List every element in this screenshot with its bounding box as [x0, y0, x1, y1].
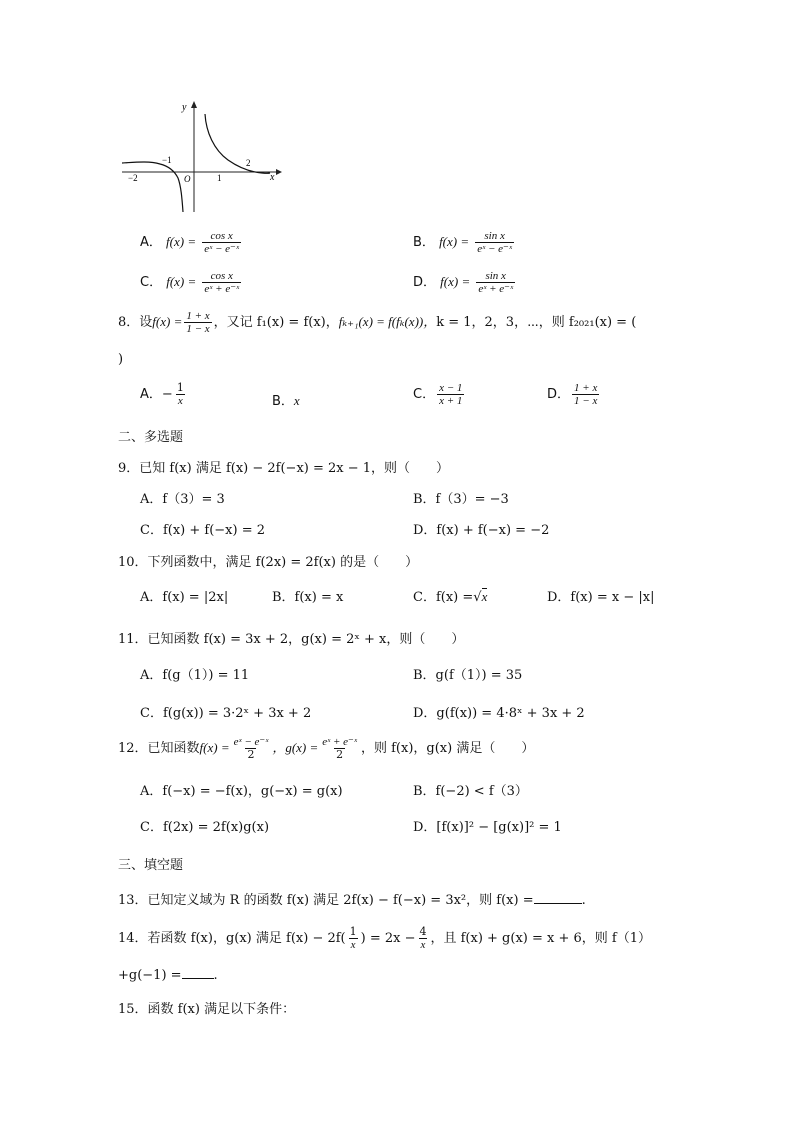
- q10-option-b[interactable]: B．f(x) = x: [272, 590, 344, 605]
- option-lhs: f(x) =: [440, 274, 471, 289]
- q10-option-d[interactable]: D．f(x) = x − |x|: [547, 590, 655, 605]
- section-title-multiple-choice: 二、多选题: [118, 430, 184, 445]
- y-axis-arrow: [191, 101, 197, 108]
- q10-stem: 10．下列函数中，满足 f(2x) = 2f(x) 的是（ ）: [118, 555, 419, 570]
- section-title-fill-in: 三、填空题: [118, 858, 184, 873]
- x-label: x: [270, 172, 275, 183]
- q8-option-b[interactable]: B．x: [272, 393, 300, 409]
- q14-line2: +g(−1) = .: [118, 968, 218, 983]
- option-fraction: $\frac{\text{cos x}}{\text{eˣ + e⁻ˣ}}$: [204, 270, 240, 295]
- x-axis-arrow: [276, 169, 282, 175]
- q8-option-a[interactable]: A．− $\frac{1}{x}$: [140, 381, 184, 407]
- q12-option-b[interactable]: B．f(−2) < f（3）: [413, 784, 528, 799]
- option-label: B．: [413, 235, 435, 250]
- tick-neg2: −2: [128, 173, 138, 183]
- q12-option-d[interactable]: D．[f(x)]² − [g(x)]² = 1: [413, 820, 562, 835]
- q8-stem-close: ): [118, 352, 124, 367]
- q10-option-c[interactable]: C．f(x) =√x: [413, 589, 488, 605]
- option-fraction: $\frac{\text{sin x}}{\text{eˣ + e⁻ˣ}}$: [478, 270, 514, 295]
- tick-2: 2: [246, 158, 251, 168]
- tick-1: 1: [217, 173, 222, 183]
- q11-stem: 11．已知函数 f(x) = 3x + 2，g(x) = 2ˣ + x，则（ ）: [118, 632, 465, 647]
- sqrt-icon: √: [473, 590, 482, 605]
- q9-option-a[interactable]: A．f（3）= 3: [140, 492, 225, 507]
- q15-stem: 15．函数 f(x) 满足以下条件：: [118, 1002, 296, 1017]
- q14-answer-blank[interactable]: [182, 968, 214, 979]
- q9-stem: 9．已知 f(x) 满足 f(x) − 2f(−x) = 2x − 1，则（ ）: [118, 461, 450, 476]
- q9-option-d[interactable]: D．f(x) + f(−x) = −2: [413, 523, 550, 538]
- option-label: C．: [140, 275, 163, 290]
- curve-left-branch: [122, 162, 183, 212]
- option-lhs: f(x) =: [166, 234, 197, 249]
- q13-answer-blank[interactable]: [534, 893, 582, 904]
- option-label: D．: [413, 275, 437, 290]
- q10-option-a[interactable]: A．f(x) = |2x|: [140, 590, 229, 605]
- q9-option-c[interactable]: C．f(x) + f(−x) = 2: [140, 523, 265, 538]
- q14-stem: 14．若函数 f(x)，g(x) 满足 f(x) − 2f( $\frac{1}{x}$ ) = 2x − $\frac{4}{x}$ ，且 f(x) + g(x) = x + 6，则 f（1）: [118, 925, 651, 951]
- option-label: A．: [140, 235, 162, 250]
- q12-stem: 12．已知函数f(x) = $\frac{\text{eˣ − e⁻ˣ}}{2}$ ，g(x) = $\frac{\text{eˣ + e⁻ˣ}}{2}$ ，则 f(x)，g(x) 满足（ ）: [118, 736, 535, 761]
- tick-neg1: −1: [162, 155, 172, 165]
- q8-option-d[interactable]: D． $\frac{1 + x}{1 - x}$: [547, 382, 598, 407]
- q8-stem: 8．设f(x) = $\frac{1 + x}{1 - x}$ ，又记 f₁(x) = f(x)，fₖ₊₁(x) = f(fₖ(x))，k = 1，2，3，⋯，则 f₂₀₂₁(x) = (: [118, 310, 637, 335]
- q13-stem: 13．已知定义域为 R 的函数 f(x) 满足 2f(x) − f(−x) = 3x²，则 f(x) = .: [118, 893, 586, 908]
- option-lhs: f(x) =: [439, 234, 470, 249]
- q7-option-b[interactable]: [413, 230, 516, 255]
- q8-option-c[interactable]: C． $\frac{x - 1}{x + 1}$: [413, 382, 463, 407]
- q11-option-a[interactable]: A．f(g（1）) = 11: [140, 668, 250, 683]
- option-fraction: $\frac{\text{sin x}}{\text{eˣ − e⁻ˣ}}$: [477, 230, 512, 255]
- q11-option-d[interactable]: D．g(f(x)) = 4·8ˣ + 3x + 2: [413, 706, 585, 721]
- q7-option-c[interactable]: [140, 270, 243, 295]
- q11-option-b[interactable]: B．g(f（1）) = 35: [413, 668, 523, 683]
- curve-right-branch: [205, 114, 270, 173]
- q7-option-a[interactable]: [140, 230, 243, 255]
- q9-option-b[interactable]: B．f（3）= −3: [413, 492, 509, 507]
- q7-option-d[interactable]: [413, 270, 517, 295]
- q11-option-c[interactable]: C．f(g(x)) = 3·2ˣ + 3x + 2: [140, 706, 312, 721]
- q12-option-c[interactable]: C．f(2x) = 2f(x)g(x): [140, 820, 270, 835]
- q12-option-a[interactable]: A．f(−x) = −f(x)，g(−x) = g(x): [140, 784, 343, 799]
- option-fraction: $\frac{\text{cos x}}{\text{eˣ − e⁻ˣ}}$: [204, 230, 239, 255]
- function-graph: [118, 100, 283, 218]
- origin-label: O: [184, 174, 191, 184]
- y-label: y: [182, 102, 187, 113]
- option-lhs: f(x) =: [166, 274, 197, 289]
